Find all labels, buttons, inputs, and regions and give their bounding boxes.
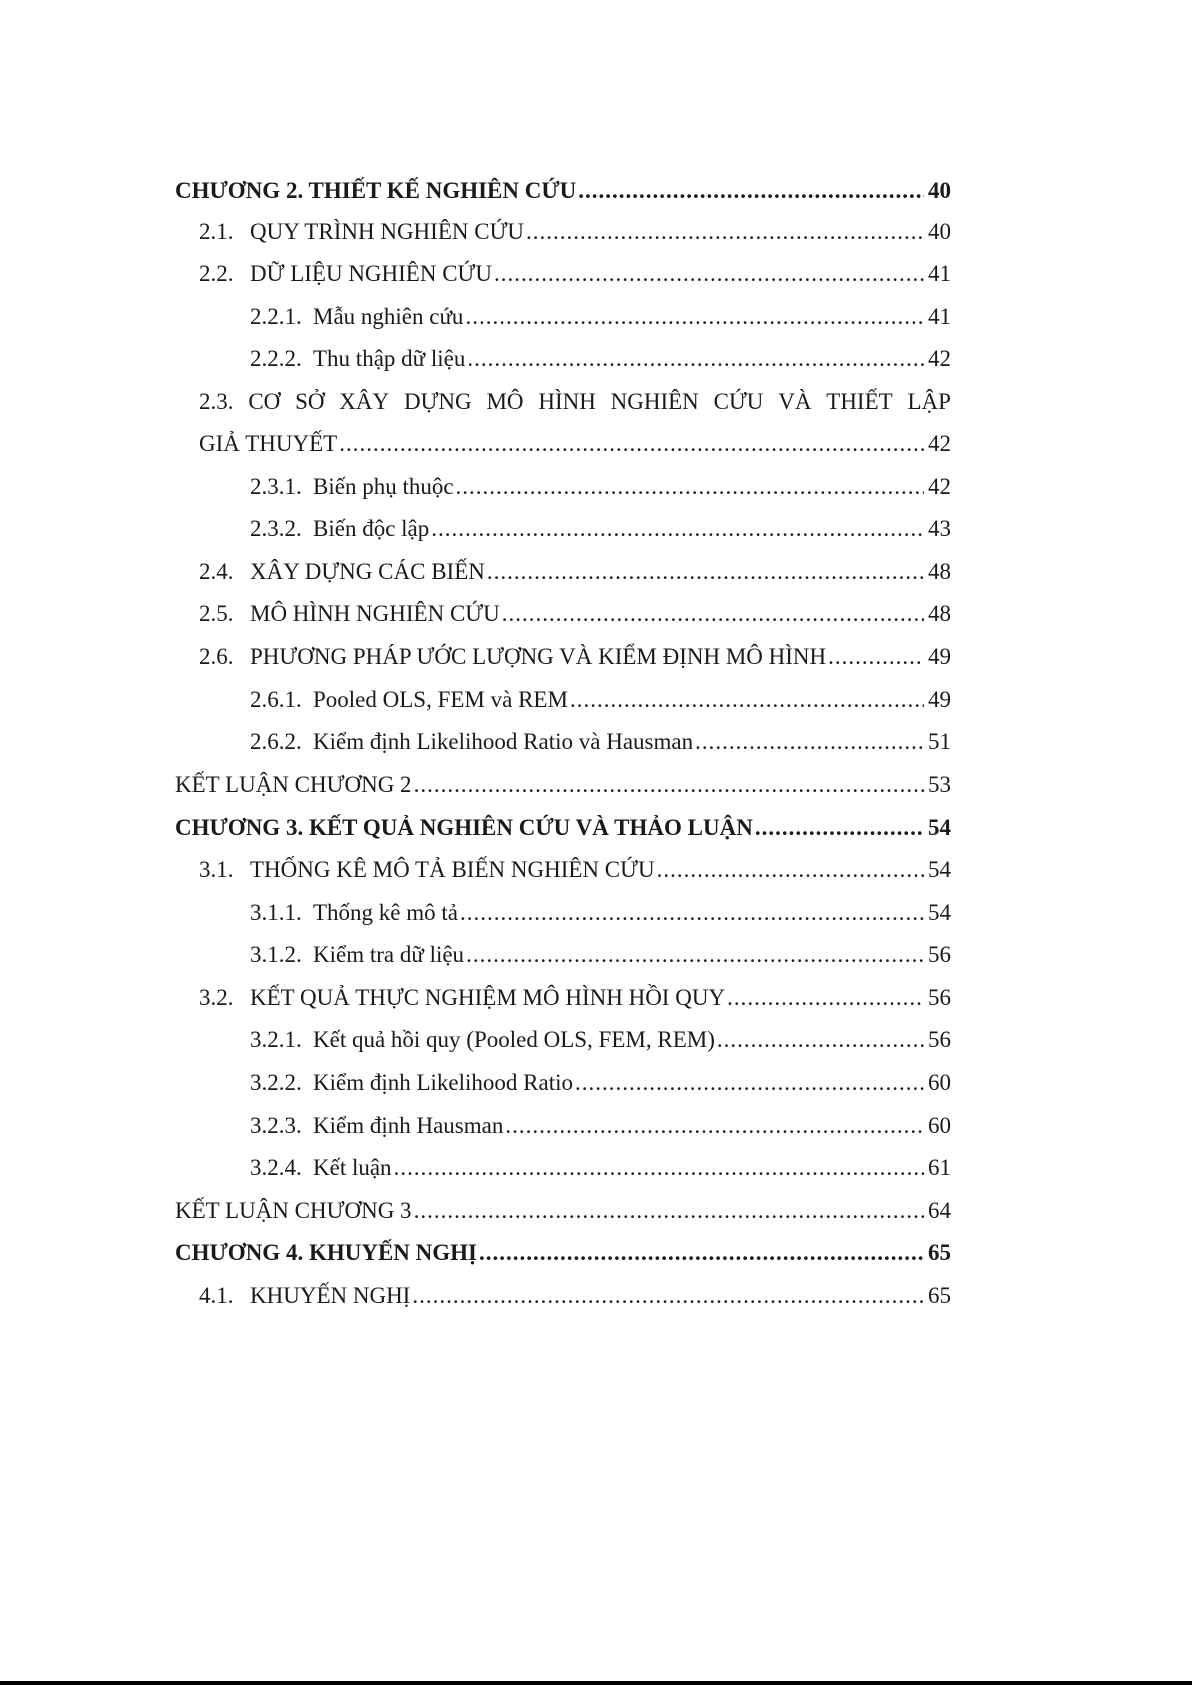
toc-leader <box>657 855 924 885</box>
toc-chapter-3[interactable] <box>175 813 951 843</box>
toc-entry-number: 2.3.2. <box>250 516 302 541</box>
toc-entry-word: CƠ <box>248 389 281 414</box>
toc-entry-number: 2.4. <box>199 559 234 584</box>
toc-entry-word: HÌNH <box>538 389 596 414</box>
toc-page-number: 61 <box>928 1155 951 1180</box>
toc-entry-number: 2.2.1. <box>250 304 302 329</box>
toc-section-2-5[interactable] <box>199 599 951 629</box>
toc-entry-word: SỞ <box>295 389 325 414</box>
toc-conclusion-chapter-3[interactable] <box>175 1196 951 1226</box>
toc-entry-title: GIẢ THUYẾT <box>199 431 338 456</box>
toc-section-3-2-1[interactable] <box>250 1025 951 1055</box>
toc-page-number: 56 <box>928 942 951 967</box>
toc-entry-word: DỰNG <box>403 389 472 414</box>
toc-entry-title: KHUYẾN NGHỊ <box>250 1283 411 1308</box>
toc-page-number: 64 <box>928 1198 951 1223</box>
toc-section-3-1-1[interactable] <box>250 898 951 928</box>
toc-section-2-2[interactable] <box>199 259 951 289</box>
toc-page-number: 41 <box>928 304 951 329</box>
toc-page-number: 51 <box>928 729 951 754</box>
toc-entry-title: CHƯƠNG 3. KẾT QUẢ NGHIÊN CỨU VÀ THẢO LUẬN <box>175 815 753 840</box>
toc-entry-title: Mẫu nghiên cứu <box>313 304 464 329</box>
toc-entry-number: 2.6. <box>199 644 234 669</box>
toc-section-3-1[interactable] <box>199 855 951 885</box>
toc-entry-word: CỨU <box>713 389 764 414</box>
toc-section-2-6-2[interactable] <box>250 727 951 757</box>
toc-page-number: 43 <box>928 516 951 541</box>
toc-page-number: 49 <box>928 644 951 669</box>
toc-page-number: 60 <box>928 1070 951 1095</box>
toc-leader <box>412 1281 924 1311</box>
toc-page-number: 49 <box>928 687 951 712</box>
toc-leader <box>717 1025 924 1055</box>
toc-entry-word: XÂY <box>339 389 390 414</box>
toc-entry-number: 2.5. <box>199 601 234 626</box>
toc-leader <box>755 813 924 843</box>
toc-chapter-4[interactable] <box>175 1238 951 1268</box>
toc-entry-title: THỐNG KÊ MÔ TẢ BIẾN NGHIÊN CỨU <box>250 857 655 882</box>
toc-leader <box>502 599 924 629</box>
toc-leader <box>479 1238 924 1268</box>
toc-entry-word: NGHIÊN <box>610 389 699 414</box>
toc-entry-number: 3.1.2. <box>250 942 302 967</box>
toc-section-2-3-line-2[interactable] <box>199 429 951 459</box>
toc-entry-title: Kết luận <box>313 1155 392 1180</box>
toc-page-number: 54 <box>928 857 951 882</box>
toc-entry-word: VÀ <box>778 389 812 414</box>
toc-page-number: 48 <box>928 559 951 584</box>
toc-section-2-2-2[interactable] <box>250 344 951 374</box>
toc-entry-word: THIẾT <box>826 389 893 414</box>
toc-chapter-2[interactable] <box>175 176 951 206</box>
toc-page-number: 56 <box>928 985 951 1010</box>
toc-leader <box>414 1196 924 1226</box>
toc-leader <box>727 983 924 1013</box>
toc-entry-title: Thống kê mô tả <box>313 900 458 925</box>
toc-entry-word: LẬP <box>907 389 951 414</box>
toc-entry-number: 3.1.1. <box>250 900 302 925</box>
toc-leader <box>575 1068 924 1098</box>
toc-page-number: 54 <box>928 815 951 840</box>
toc-entry-title: Kiểm định Likelihood Ratio <box>313 1070 573 1095</box>
toc-entry-title: Kiểm tra dữ liệu <box>313 942 465 967</box>
toc-entry-number: 3.1. <box>199 857 234 882</box>
toc-leader <box>828 642 924 672</box>
toc-section-4-1[interactable] <box>199 1281 951 1311</box>
toc-page-number: 53 <box>928 772 951 797</box>
toc-section-2-3-line-1[interactable] <box>199 387 951 417</box>
toc-entry-title: KẾT LUẬN CHƯƠNG 2 <box>175 772 412 797</box>
toc-page-number: 42 <box>928 431 951 456</box>
toc-leader <box>578 176 924 206</box>
toc-entry-title: PHƯƠNG PHÁP ƯỚC LƯỢNG VÀ KIỂM ĐỊNH MÔ HÌNH <box>250 644 827 669</box>
toc-page-number: 42 <box>928 346 951 371</box>
toc-section-2-4[interactable] <box>199 557 951 587</box>
toc-entry-number: 2.3.1. <box>250 474 302 499</box>
toc-entry-title: Kết quả hồi quy (Pooled OLS, FEM, REM) <box>313 1027 715 1052</box>
toc-page-number: 56 <box>928 1027 951 1052</box>
toc-page-number: 65 <box>928 1283 951 1308</box>
toc-entry-number: 2.2. <box>199 261 234 286</box>
toc-section-2-3-1[interactable] <box>250 472 951 502</box>
toc-section-2-2-1[interactable] <box>250 302 951 332</box>
toc-leader <box>394 1153 924 1183</box>
toc-section-3-1-2[interactable] <box>250 940 951 970</box>
toc-conclusion-chapter-2[interactable] <box>175 770 951 800</box>
toc-section-3-2[interactable] <box>199 983 951 1013</box>
toc-entry-title: Biến phụ thuộc <box>313 474 454 499</box>
toc-entry-title: Kiểm định Likelihood Ratio và Hausman <box>313 729 694 754</box>
toc-section-2-1[interactable] <box>199 217 951 247</box>
toc-entry-number: 2.2.2. <box>250 346 302 371</box>
toc-entry-number: 3.2.4. <box>250 1155 302 1180</box>
toc-leader <box>505 1111 924 1141</box>
toc-entry-title: QUY TRÌNH NGHIÊN CỨU <box>250 219 525 244</box>
toc-entry-title: Thu thập dữ liệu <box>313 346 466 371</box>
toc-leader <box>695 727 924 757</box>
toc-entry-number: 2.6.2. <box>250 729 302 754</box>
toc-page-number: 54 <box>928 900 951 925</box>
toc-page-number: 60 <box>928 1113 951 1138</box>
toc-leader <box>467 344 924 374</box>
toc-section-2-6[interactable] <box>199 642 951 672</box>
toc-leader <box>456 472 924 502</box>
toc-leader <box>487 557 924 587</box>
toc-leader <box>494 259 924 289</box>
toc-entry-title: XÂY DỰNG CÁC BIẾN <box>250 559 485 584</box>
toc-entry-title: MÔ HÌNH NGHIÊN CỨU <box>250 601 500 626</box>
toc-entry-word: MÔ <box>486 389 524 414</box>
toc-leader <box>526 217 924 247</box>
toc-entry-number: 2.6.1. <box>250 687 302 712</box>
toc-entry-title: CHƯƠNG 2. THIẾT KẾ NGHIÊN CỨU <box>175 178 577 203</box>
toc-entry-title: CHƯƠNG 4. KHUYẾN NGHỊ <box>175 1240 477 1265</box>
toc-entry-number: 4.1. <box>199 1283 234 1308</box>
toc-entry-number: 2.1. <box>199 219 234 244</box>
toc-leader <box>466 940 924 970</box>
toc-page-number: 42 <box>928 474 951 499</box>
toc-entry-number: 3.2.2. <box>250 1070 302 1095</box>
toc-entry-title: DỮ LIỆU NGHIÊN CỨU <box>250 261 493 286</box>
toc-section-2-6-1[interactable] <box>250 685 951 715</box>
toc-section-3-2-2[interactable] <box>250 1068 951 1098</box>
toc-leader <box>465 302 924 332</box>
toc-page-number: 65 <box>928 1240 951 1265</box>
toc-page-number: 40 <box>928 219 951 244</box>
toc-entry-title: Pooled OLS, FEM và REM <box>313 687 568 712</box>
toc-leader <box>570 685 924 715</box>
toc-section-2-3-2[interactable] <box>250 514 951 544</box>
toc-leader <box>460 898 924 928</box>
toc-entry-title: Kiểm định Hausman <box>313 1113 504 1138</box>
toc-page-number: 40 <box>928 178 951 203</box>
toc-entry-title: KẾT QUẢ THỰC NGHIỆM MÔ HÌNH HỒI QUY <box>250 985 726 1010</box>
toc-section-3-2-3[interactable] <box>250 1111 951 1141</box>
toc-entry-number: 2.3. <box>199 389 234 414</box>
toc-page-number: 48 <box>928 601 951 626</box>
toc-section-3-2-4[interactable] <box>250 1153 951 1183</box>
page-bottom-edge <box>0 1681 1192 1685</box>
toc-entry-number: 3.2.1. <box>250 1027 302 1052</box>
toc-entry-title: Biến độc lập <box>313 516 430 541</box>
toc-entry-title: KẾT LUẬN CHƯƠNG 3 <box>175 1198 412 1223</box>
toc-entry-number: 3.2.3. <box>250 1113 302 1138</box>
toc-entry-number: 3.2. <box>199 985 234 1010</box>
toc-leader <box>431 514 924 544</box>
toc-leader <box>414 770 924 800</box>
toc-leader <box>339 429 924 459</box>
toc-page-number: 41 <box>928 261 951 286</box>
